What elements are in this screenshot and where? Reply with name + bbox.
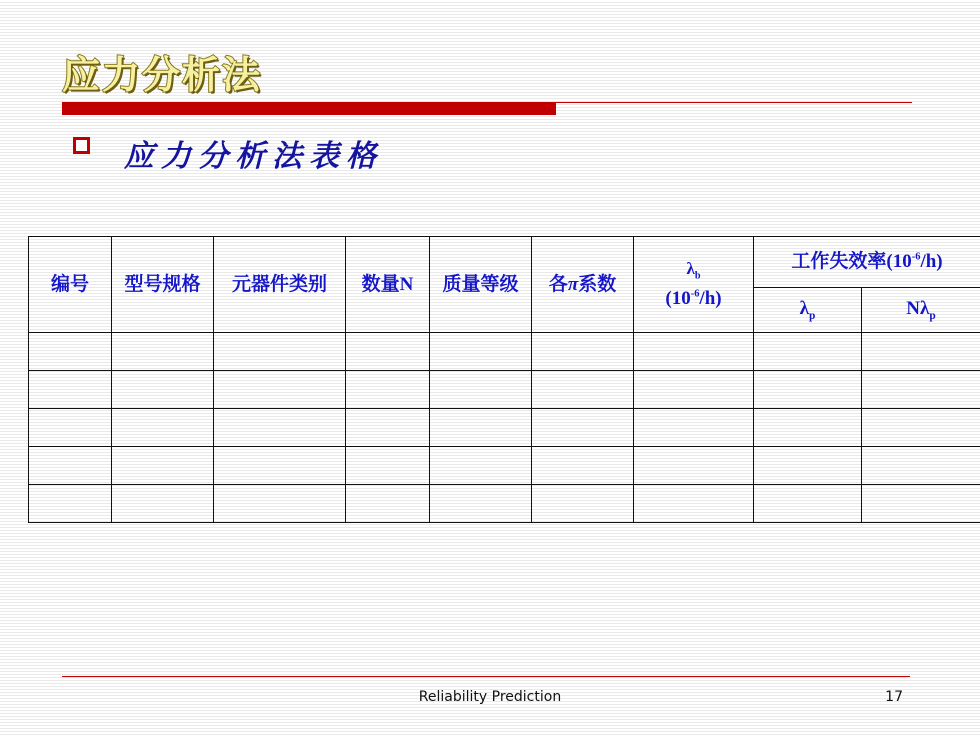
table-cell (754, 371, 862, 409)
table-cell (346, 485, 430, 523)
title-accent-bar (62, 103, 556, 115)
table-cell (112, 485, 214, 523)
header-pi-factors (532, 237, 634, 333)
lambda-b-symbol: λ (686, 259, 695, 279)
table-cell (346, 333, 430, 371)
table-row (29, 485, 980, 523)
table-cell (430, 333, 532, 371)
table-cell (430, 447, 532, 485)
lambda-b-unit-exponent: -6 (690, 288, 700, 300)
table-cell (29, 447, 112, 485)
table-cell (346, 371, 430, 409)
header-lambda-p (754, 288, 862, 333)
hollow-square-icon (73, 137, 90, 154)
failure-rate-unit-close: /h) (920, 251, 943, 273)
table-cell (532, 333, 634, 371)
slide-title: 应力分析法 (62, 53, 263, 97)
table-cell (29, 371, 112, 409)
table-cell (634, 371, 754, 409)
table-cell (532, 485, 634, 523)
table-cell (532, 447, 634, 485)
table-cell (532, 409, 634, 447)
table-cell (112, 447, 214, 485)
table-cell (430, 409, 532, 447)
table-row (29, 371, 980, 409)
failure-rate-unit-open: (10 (886, 251, 912, 273)
table-cell (430, 371, 532, 409)
table-cell (754, 447, 862, 485)
table-header-row (29, 237, 980, 288)
lambda-b-unit-open: (10 (665, 288, 691, 310)
stress-analysis-table (28, 236, 980, 523)
table-cell (346, 447, 430, 485)
n-lambda-p-subscript: p (929, 309, 936, 322)
page-number: 17 (885, 689, 903, 705)
header-failure-rate (754, 237, 980, 288)
header-quality-level: 质量等级 (430, 237, 532, 333)
header-n-lambda-p (862, 288, 980, 333)
footer-title: Reliability Prediction (418, 689, 562, 705)
table-cell (214, 485, 346, 523)
table-cell (862, 485, 980, 523)
table-cell (112, 371, 214, 409)
failure-rate-unit-exponent: -6 (911, 251, 921, 263)
failure-rate-label: 工作失效率 (791, 250, 887, 273)
header-pi-symbol: π (567, 273, 579, 295)
header-pi-prefix: 各 (548, 272, 568, 295)
table-row (29, 447, 980, 485)
table-cell (862, 333, 980, 371)
lambda-p-subscript: p (809, 309, 816, 322)
table-cell (214, 447, 346, 485)
header-model-spec: 型号规格 (112, 237, 214, 333)
table-cell (532, 371, 634, 409)
table-cell (634, 333, 754, 371)
header-component-type: 元器件类别 (214, 237, 346, 333)
lambda-b-subscript: b (694, 270, 701, 282)
header-quantity-symbol: N (399, 273, 414, 295)
table-row (29, 333, 980, 371)
table-cell (29, 485, 112, 523)
table-cell (634, 409, 754, 447)
lambda-p-symbol: λ (799, 297, 809, 319)
header-quantity (346, 237, 430, 333)
slide-subtitle: 应力分析法表格 (124, 139, 383, 174)
table-cell (754, 333, 862, 371)
table-cell (862, 371, 980, 409)
table-cell (634, 485, 754, 523)
header-quantity-label: 数量 (361, 272, 400, 295)
header-pi-suffix: 系数 (578, 272, 617, 295)
table-cell (754, 409, 862, 447)
table-cell (112, 409, 214, 447)
header-lambda-b (634, 237, 754, 333)
table-cell (634, 447, 754, 485)
table-cell (29, 409, 112, 447)
footer-divider-line (62, 676, 910, 677)
table-cell (430, 485, 532, 523)
table-cell (29, 333, 112, 371)
table-row (29, 409, 980, 447)
table-cell (214, 333, 346, 371)
table-cell (862, 409, 980, 447)
lambda-b-unit-close: /h) (699, 288, 722, 310)
table-cell (754, 485, 862, 523)
table-cell (862, 447, 980, 485)
table-cell (214, 409, 346, 447)
n-lambda-p-symbol: Nλ (906, 297, 930, 319)
table-cell (112, 333, 214, 371)
table-cell (214, 371, 346, 409)
header-code: 编号 (29, 237, 112, 333)
table-cell (346, 409, 430, 447)
